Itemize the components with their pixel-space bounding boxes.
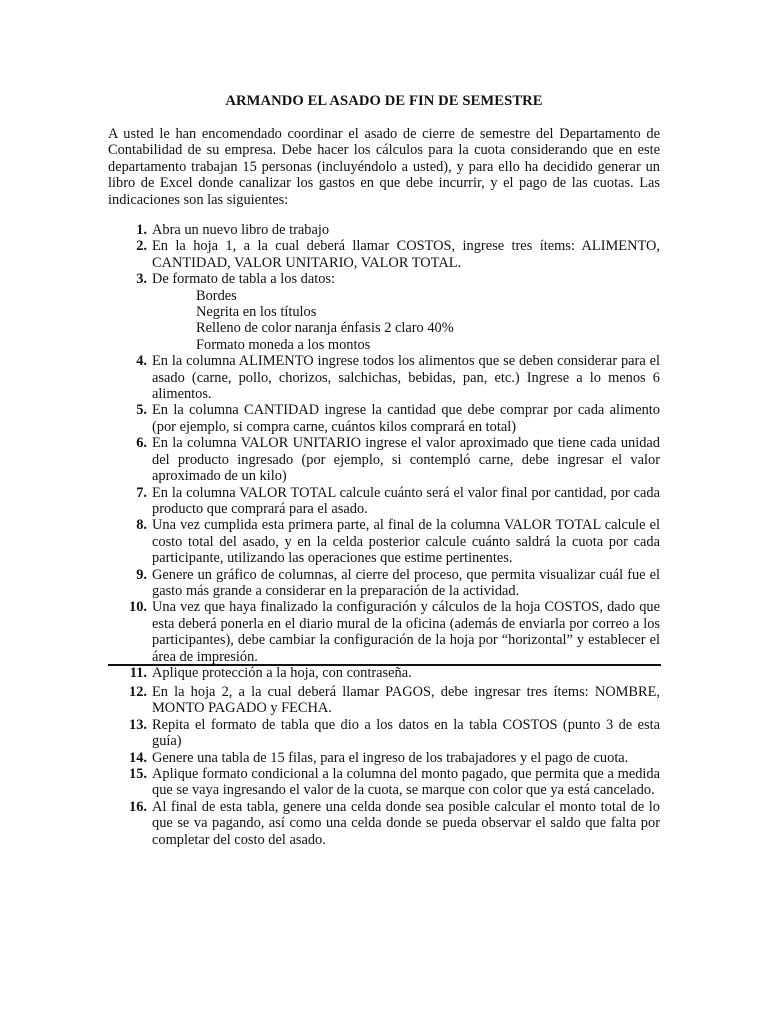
format-sublist [152, 288, 660, 354]
list-item [108, 750, 660, 766]
item-number: 12. [129, 684, 147, 700]
item-number: 15. [129, 766, 147, 783]
list-item [108, 599, 660, 665]
list-item [108, 485, 660, 518]
item-number: 7. [136, 484, 147, 501]
sub-item: Negrita en los títulos [196, 304, 317, 321]
sub-item: Formato moneda a los montos [196, 336, 371, 353]
list-item [108, 567, 660, 600]
list-item [108, 517, 660, 566]
list-item [108, 799, 660, 848]
item-number: 9. [136, 566, 147, 583]
item-text: Aplique protección a la hoja, con contraseña. [152, 664, 412, 681]
item-number: 6. [136, 435, 147, 452]
item-number: 1. [136, 222, 147, 238]
item-text: Repita el formato de tabla que dio a los datos en la tabla COSTOS (punto 3 de esta guía) [152, 716, 660, 750]
item-number: 3. [136, 271, 147, 288]
list-item [108, 665, 660, 681]
list-item [108, 717, 660, 750]
list-item [108, 766, 660, 799]
item-text: Genere una tabla de 15 filas, para el ingreso de los trabajadores y el pago de cuota. [152, 749, 629, 766]
item-number: 14. [129, 749, 147, 766]
item-number: 16. [129, 798, 147, 815]
item-text: En la columna VALOR TOTAL calcule cuánto será el valor final por cantidad, por cada producto que comprará para el asado. [152, 484, 660, 517]
item-number: 13. [129, 716, 147, 733]
item-text: Aplique formato condicional a la columna del monto pagado, que permita que a medida que se vaya ingresando el valor de la cuota, se marque con color que ya está cancelado. [152, 766, 660, 799]
intro-paragraph: A usted le han encomendado coordinar el asado de cierre de semestre del Departamento de Contabilidad de su empresa. Debe hacer los cálculos para la cuota considerando que en este departamento trabajan 15 personas (incluyéndolo a usted), y para ello ha decidido generar un libro de Excel donde canalizar los gastos en que debe incurrir, y el pago de las cuotas. Las indicaciones son las siguientes: [108, 126, 660, 208]
document-title: ARMANDO EL ASADO DE FIN DE SEMESTRE [225, 93, 543, 109]
section-divider [108, 664, 661, 666]
item-text: En la columna ALIMENTO ingrese todos los alimentos que se deben considerar para el asado (carne, pollo, chorizos, salchichas, bebidas, pan, etc.) Ingrese a lo menos 6 alimentos. [152, 353, 660, 403]
item-number: 10. [129, 599, 147, 616]
item-text: En la columna CANTIDAD ingrese la cantidad que debe comprar por cada alimento (por ejemplo, si compra carne, cuántos kilos comprará en total) [152, 402, 660, 435]
list-item [108, 435, 660, 484]
sub-item: Bordes [196, 287, 237, 304]
instructions-list-part-2 [108, 684, 660, 848]
list-item [108, 684, 660, 717]
item-number: 4. [136, 353, 147, 370]
item-number: 11. [129, 664, 147, 681]
list-item [108, 238, 660, 271]
list-item [108, 222, 660, 238]
item-text: En la hoja 2, a la cual deberá llamar PAGOS, debe ingresar tres ítems: NOMBRE, MONTO PAGADO y FECHA. [152, 684, 660, 717]
item-text: De formato de tabla a los datos: [152, 271, 336, 288]
item-number: 5. [136, 402, 147, 419]
list-item [108, 353, 660, 402]
instructions-list-part-1 [108, 222, 660, 681]
item-text: Una vez que haya finalizado la configuración y cálculos de la hoja COSTOS, dado que esta deberá ponerla en el diario mural de la oficina (además de enviarla por correo a los participantes), debe cambiar la configuración de la hoja por “horizontal” y establecer el área de impresión. [152, 599, 660, 665]
sub-item: Relleno de color naranja énfasis 2 claro 40% [196, 320, 454, 337]
item-text: Una vez cumplida esta primera parte, al final de la columna VALOR TOTAL calcule el costo total del asado, y en la celda posterior calcule cuánto saldrá la cuota por cada participante, utilizando las operaciones que estime pertinentes. [152, 517, 660, 567]
list-item [108, 271, 660, 353]
item-text: En la hoja 1, a la cual deberá llamar COSTOS, ingrese tres ítems: ALIMENTO, CANTIDAD, VALOR UNITARIO, VALOR TOTAL. [152, 238, 660, 271]
item-text: Abra un nuevo libro de trabajo [152, 222, 330, 238]
item-text: Al final de esta tabla, genere una celda donde sea posible calcular el monto total de lo que se va pagando, así como una celda donde se pueda observar el saldo que falta por completar del costo del asado. [152, 798, 660, 848]
item-number: 8. [136, 517, 147, 534]
list-item [108, 402, 660, 435]
item-text: En la columna VALOR UNITARIO ingrese el valor aproximado que tiene cada unidad del producto ingresado (por ejemplo, si contempló carne, debe ingresar el valor aproximado de un kilo) [152, 435, 660, 485]
item-number: 2. [136, 238, 147, 255]
item-text: Genere un gráfico de columnas, al cierre del proceso, que permita visualizar cuál fue el gasto más grande a considerar en la preparación de la actividad. [152, 566, 660, 599]
